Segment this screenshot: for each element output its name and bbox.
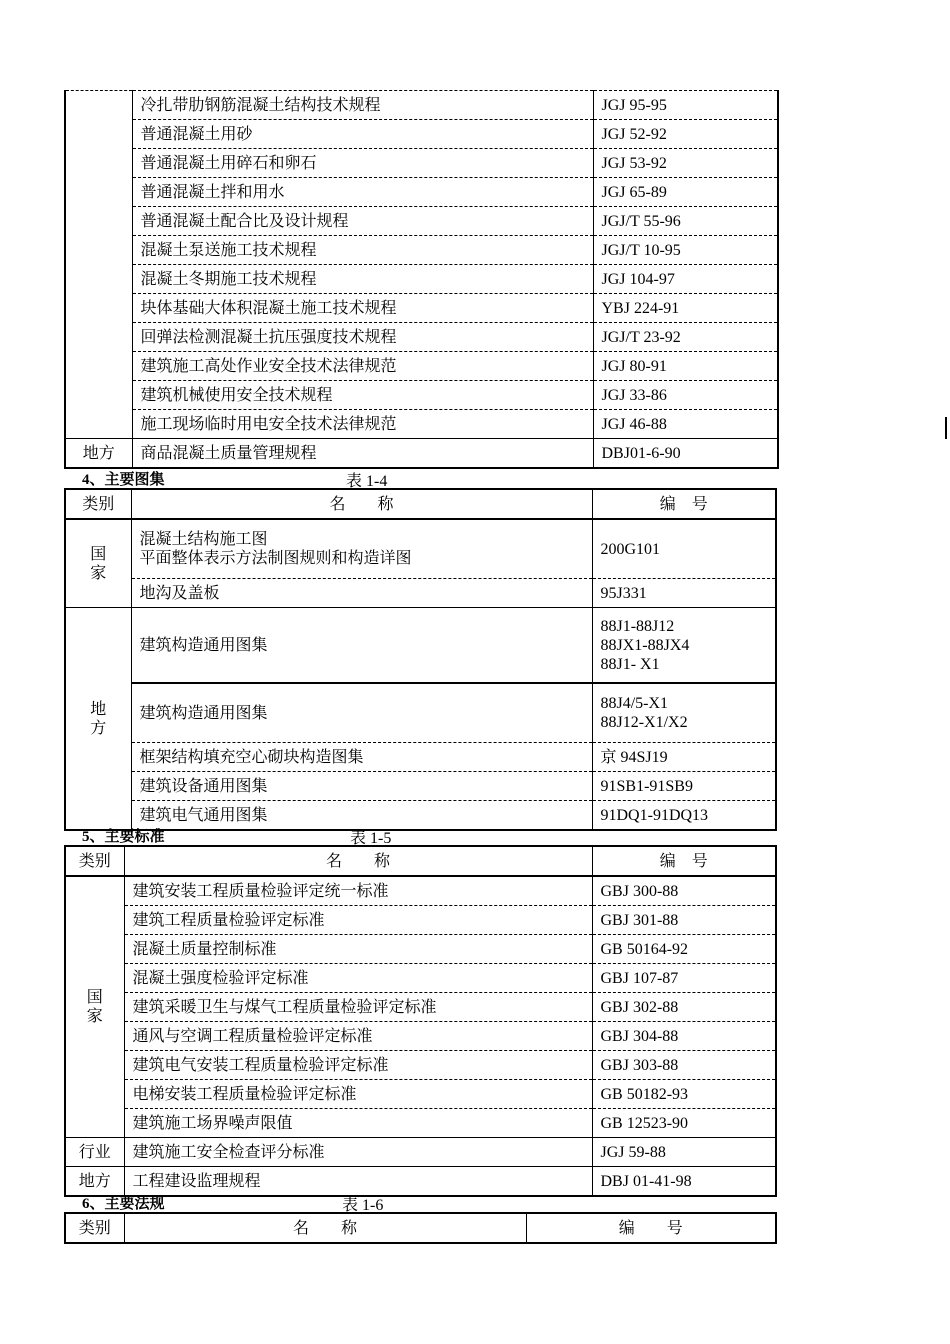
table-row bbox=[65, 906, 776, 935]
standard-name: 商品混凝土质量管理规程 bbox=[132, 439, 593, 469]
standards-table bbox=[64, 845, 777, 1197]
category-cell: 地方 bbox=[65, 439, 132, 469]
table-row bbox=[65, 352, 778, 381]
table-row bbox=[65, 1022, 776, 1051]
section4-title: 4、主要图集 bbox=[82, 472, 165, 488]
standard-code: JGJ 53-92 bbox=[593, 149, 778, 178]
table-row bbox=[65, 265, 778, 294]
table-row bbox=[65, 935, 776, 964]
standard-code: GBJ 304-88 bbox=[592, 1022, 776, 1051]
header-name: 名 称 bbox=[124, 1213, 526, 1243]
standard-code: YBJ 224-91 bbox=[593, 294, 778, 323]
table-row bbox=[65, 1167, 776, 1197]
section6-title: 6、主要法规 bbox=[82, 1196, 165, 1212]
standard-name: 电梯安装工程质量检验评定标准 bbox=[124, 1080, 592, 1109]
atlas-name: 建筑设备通用图集 bbox=[131, 772, 592, 801]
standard-name: 混凝土冬期施工技术规程 bbox=[132, 265, 593, 294]
category-cell: 国 家 bbox=[65, 519, 131, 608]
standard-code: GBJ 107-87 bbox=[592, 964, 776, 993]
standard-name: 建筑安装工程质量检验评定统一标准 bbox=[124, 876, 592, 906]
standard-name: 混凝土强度检验评定标准 bbox=[124, 964, 592, 993]
header-code: 编 号 bbox=[592, 489, 776, 519]
standard-name: 通风与空调工程质量检验评定标准 bbox=[124, 1022, 592, 1051]
atlas-code: 200G101 bbox=[592, 519, 776, 579]
standard-name: 回弹法检测混凝土抗压强度技术规程 bbox=[132, 323, 593, 352]
table-row bbox=[65, 1080, 776, 1109]
header-code: 编 号 bbox=[592, 846, 776, 876]
standard-name: 施工现场临时用电安全技术法律规范 bbox=[132, 410, 593, 439]
table-row bbox=[65, 964, 776, 993]
standard-name: 普通混凝土用砂 bbox=[132, 120, 593, 149]
table-row bbox=[65, 439, 778, 469]
atlas-code: 88J1-88J12 88JX1-88JX4 88J1- X1 bbox=[592, 608, 776, 684]
standard-code: JGJ/T 23-92 bbox=[593, 323, 778, 352]
table-row bbox=[65, 876, 776, 906]
table-row bbox=[65, 683, 776, 743]
standard-code: JGJ 52-92 bbox=[593, 120, 778, 149]
standard-name: 普通混凝土用碎石和卵石 bbox=[132, 149, 593, 178]
standard-name: 建筑施工场界噪声限值 bbox=[124, 1109, 592, 1138]
standard-name: 普通混凝土配合比及设计规程 bbox=[132, 207, 593, 236]
standard-name: 块体基础大体积混凝土施工技术规程 bbox=[132, 294, 593, 323]
standard-code: GBJ 301-88 bbox=[592, 906, 776, 935]
standard-code: JGJ 65-89 bbox=[593, 178, 778, 207]
header-code: 编 号 bbox=[526, 1213, 776, 1243]
standard-code: JGJ 33-86 bbox=[593, 381, 778, 410]
standard-code: GB 50164-92 bbox=[592, 935, 776, 964]
standard-name: 混凝土质量控制标准 bbox=[124, 935, 592, 964]
section5-table-number: 表 1-5 bbox=[350, 830, 392, 847]
table-row bbox=[65, 519, 776, 579]
standard-code: GB 12523-90 bbox=[592, 1109, 776, 1138]
standard-name: 建筑机械使用安全技术规程 bbox=[132, 381, 593, 410]
standard-code: JGJ/T 10-95 bbox=[593, 236, 778, 265]
table-row bbox=[65, 149, 778, 178]
standard-code: JGJ/T 55-96 bbox=[593, 207, 778, 236]
standard-code: GB 50182-93 bbox=[592, 1080, 776, 1109]
standard-name: 建筑工程质量检验评定标准 bbox=[124, 906, 592, 935]
table-row bbox=[65, 236, 778, 265]
section5-title: 5、主要标准 bbox=[82, 829, 165, 845]
table-row bbox=[65, 323, 778, 352]
table-row bbox=[65, 178, 778, 207]
standard-code: DBJ 01-41-98 bbox=[592, 1167, 776, 1197]
standard-code: JGJ 59-88 bbox=[592, 1138, 776, 1167]
standard-name: 冷扎带肋钢筋混凝土结构技术规程 bbox=[132, 91, 593, 120]
standard-name: 普通混凝土拌和用水 bbox=[132, 178, 593, 207]
table-row bbox=[65, 120, 778, 149]
atlas-name: 混凝土结构施工图 平面整体表示方法制图规则和构造详图 bbox=[131, 519, 592, 579]
table-row bbox=[65, 91, 778, 120]
atlas-name: 建筑构造通用图集 bbox=[131, 683, 592, 743]
atlas-code: 京 94SJ19 bbox=[592, 743, 776, 772]
regulations-table bbox=[64, 1212, 777, 1244]
table-row bbox=[65, 1109, 776, 1138]
standard-code: GBJ 300-88 bbox=[592, 876, 776, 906]
table-header-row bbox=[65, 489, 776, 519]
standards-table-continued bbox=[64, 90, 779, 469]
standard-code: GBJ 303-88 bbox=[592, 1051, 776, 1080]
atlas-name: 建筑电气通用图集 bbox=[131, 801, 592, 831]
table-row bbox=[65, 608, 776, 684]
atlas-code: 91DQ1-91DQ13 bbox=[592, 801, 776, 831]
margin-mark bbox=[945, 417, 947, 439]
table-row bbox=[65, 381, 778, 410]
table-row bbox=[65, 579, 776, 608]
atlas-name: 地沟及盖板 bbox=[131, 579, 592, 608]
table-header-row bbox=[65, 846, 776, 876]
table-row bbox=[65, 410, 778, 439]
standard-name: 建筑施工安全检查评分标准 bbox=[124, 1138, 592, 1167]
table-row bbox=[65, 1051, 776, 1080]
standard-code: JGJ 104-97 bbox=[593, 265, 778, 294]
category-cell: 行业 bbox=[65, 1138, 124, 1167]
atlas-name: 框架结构填充空心砌块构造图集 bbox=[131, 743, 592, 772]
standard-code: JGJ 95-95 bbox=[593, 91, 778, 120]
header-category: 类别 bbox=[65, 489, 131, 519]
atlas-code: 88J4/5-X1 88J12-X1/X2 bbox=[592, 683, 776, 743]
standard-name: 建筑采暖卫生与煤气工程质量检验评定标准 bbox=[124, 993, 592, 1022]
table-row bbox=[65, 772, 776, 801]
standard-name: 工程建设监理规程 bbox=[124, 1167, 592, 1197]
header-category: 类别 bbox=[65, 846, 124, 876]
header-category: 类别 bbox=[65, 1213, 124, 1243]
table-row bbox=[65, 743, 776, 772]
header-name: 名 称 bbox=[131, 489, 592, 519]
table-row bbox=[65, 993, 776, 1022]
category-cell: 地方 bbox=[65, 1167, 124, 1197]
standard-name: 建筑施工高处作业安全技术法律规范 bbox=[132, 352, 593, 381]
standard-code: JGJ 80-91 bbox=[593, 352, 778, 381]
section4-table-number: 表 1-4 bbox=[346, 473, 388, 490]
table-row bbox=[65, 294, 778, 323]
atlas-code: 95J331 bbox=[592, 579, 776, 608]
atlas-code: 91SB1-91SB9 bbox=[592, 772, 776, 801]
section6-table-number: 表 1-6 bbox=[342, 1197, 384, 1214]
category-cell: 地 方 bbox=[65, 608, 131, 831]
table-row bbox=[65, 1138, 776, 1167]
standard-name: 混凝土泵送施工技术规程 bbox=[132, 236, 593, 265]
table-row bbox=[65, 207, 778, 236]
standard-code: JGJ 46-88 bbox=[593, 410, 778, 439]
standard-code: GBJ 302-88 bbox=[592, 993, 776, 1022]
atlas-table bbox=[64, 488, 777, 831]
standard-code: DBJ01-6-90 bbox=[593, 439, 778, 469]
table-row bbox=[65, 801, 776, 831]
header-name: 名 称 bbox=[124, 846, 592, 876]
table-header-row bbox=[65, 1213, 776, 1243]
standard-name: 建筑电气安装工程质量检验评定标准 bbox=[124, 1051, 592, 1080]
category-cell bbox=[65, 91, 132, 439]
atlas-name: 建筑构造通用图集 bbox=[131, 608, 592, 684]
category-cell: 国 家 bbox=[65, 876, 124, 1138]
